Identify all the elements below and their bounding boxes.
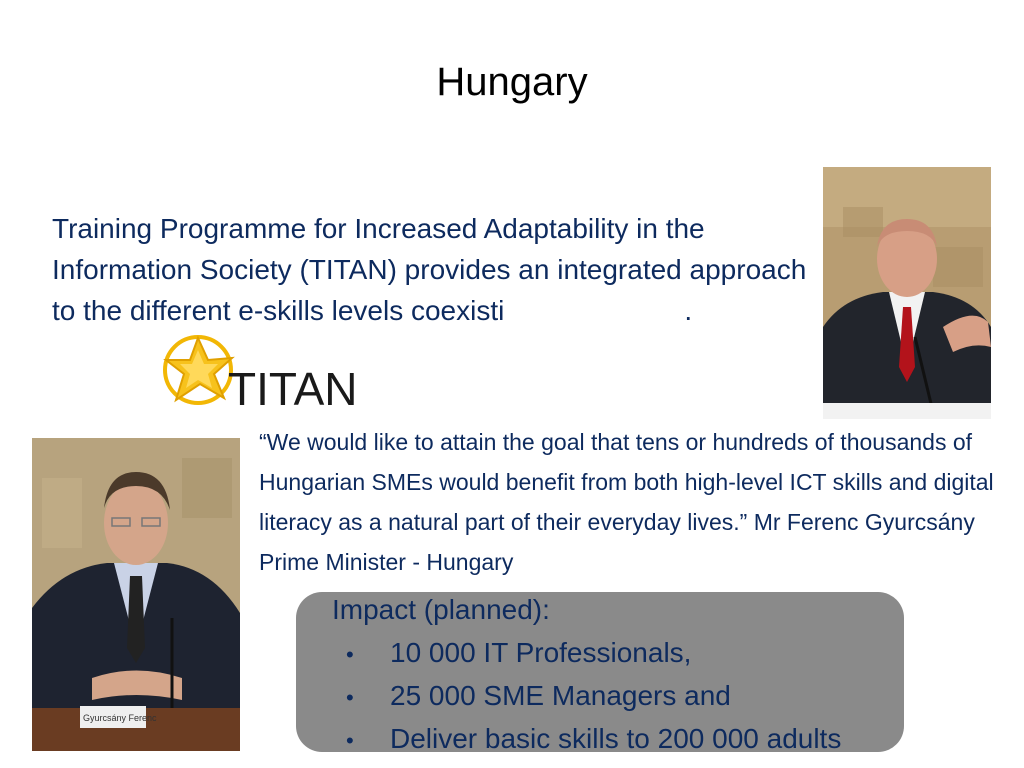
person-photo-icon — [32, 438, 240, 751]
intro-text: Training Programme for Increased Adaptability in the Information Society (TITAN) provides an integrated approach to the different e-skills levels coexisti — [52, 213, 807, 326]
person-photo-icon — [823, 167, 991, 419]
photo-speaker-right — [823, 167, 991, 419]
bullet: • — [346, 728, 354, 753]
photo-speaker-left — [32, 438, 240, 751]
list-item — [346, 718, 841, 761]
bullet: • — [346, 685, 354, 710]
intro-tail: . — [684, 295, 693, 326]
intro-paragraph — [52, 208, 812, 331]
impact-item-text: 25 000 SME Managers and — [390, 680, 731, 711]
slide-title: Hungary — [436, 60, 588, 104]
impact-item-text: 10 000 IT Professionals, — [390, 637, 692, 668]
bullet: • — [346, 642, 354, 667]
titan-star-icon — [158, 330, 360, 412]
list-item — [346, 632, 841, 675]
nameplate-text: Gyurcsány Ferenc — [83, 713, 157, 723]
quote-paragraph: “We would like to attain the goal that tens or hundreds of thousands of Hungarian SMEs would benefit from both high-level ICT skills and digital literacy as a natural part of their everyday lives.” Mr Ferenc Gyurcsány Prime Minister - Hungary — [259, 429, 994, 575]
titan-logo — [158, 330, 360, 412]
list-item — [346, 675, 841, 718]
impact-list — [346, 632, 841, 761]
impact-item-text: Deliver basic skills to 200 000 adults — [390, 723, 842, 754]
titan-logo-text: TITAN — [228, 363, 358, 412]
impact-heading: Impact (planned): — [332, 594, 550, 625]
